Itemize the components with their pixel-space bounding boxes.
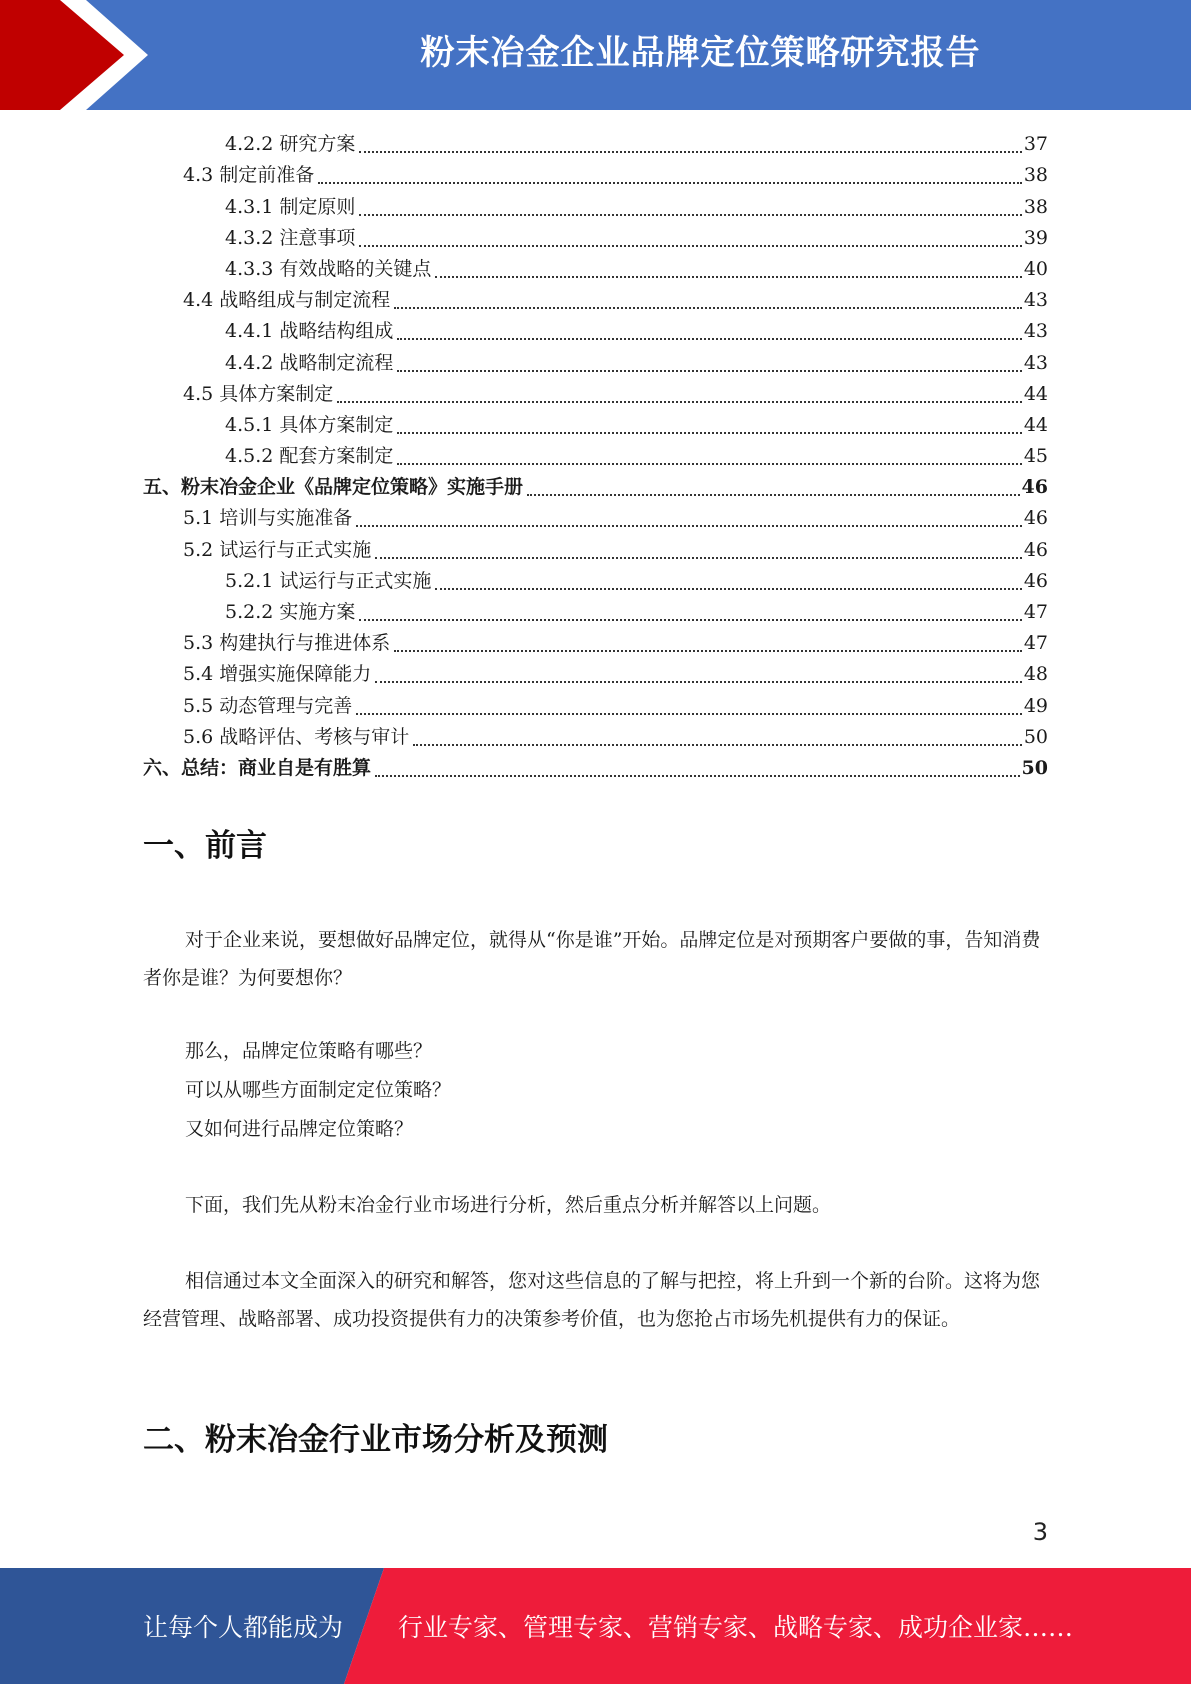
toc-entry-title: 5.4 增强实施保障能力 [183, 663, 372, 686]
toc-entry-page: 43 [1023, 320, 1048, 343]
paragraph-analysis-text: 下面，我们先从粉末冶金行业市场进行分析，然后重点分析并解答以上问题。 [185, 1194, 832, 1216]
toc-entry[interactable] [143, 222, 1048, 253]
toc-entry-title: 5.3 构建执行与推进体系 [183, 632, 391, 655]
toc-dot-leader [375, 557, 1022, 559]
paragraph-value-text: 相信通过本文全面深入的研究和解答，您对这些信息的了解与把控，将上升到一个新的台阶。这将为您经营管理、战略部署、成功投资提供有力的决策参考价值，也为您抢占市场先机提供有力的保证。 [143, 1270, 1041, 1330]
paragraph-intro-text: 对于企业来说，要想做好品牌定位，就得从“你是谁”开始。品牌定位是对预期客户要做的事，告知消费者你是谁？为何要想你？ [143, 929, 1041, 989]
toc-entry[interactable] [143, 502, 1048, 533]
toc-entry-page: 45 [1023, 445, 1048, 468]
page-header [0, 0, 1191, 110]
toc-entry-page: 44 [1023, 413, 1048, 436]
toc-entry-title: 4.4 战略组成与制定流程 [183, 289, 391, 312]
toc-entry[interactable] [143, 159, 1048, 190]
toc-entry-title: 4.2.2 研究方案 [225, 133, 356, 156]
question-1: 那么，品牌定位策略有哪些？ [185, 1040, 433, 1062]
toc-entry-page: 39 [1023, 226, 1048, 249]
toc-dot-leader [318, 182, 1022, 184]
toc-entry[interactable] [143, 596, 1048, 627]
toc-entry-title: 5.2.2 实施方案 [225, 601, 356, 623]
toc-entry-title: 4.4.2 战略制定流程 [225, 351, 394, 374]
toc-entry[interactable] [143, 721, 1048, 752]
toc-entry[interactable] [143, 440, 1048, 471]
header-title: 粉末冶金企业品牌定位策略研究报告 [420, 33, 981, 73]
toc-dot-leader [394, 307, 1022, 309]
toc-entry-page: 38 [1023, 195, 1048, 218]
page-number: 3 [1032, 1518, 1048, 1546]
paragraph-value [143, 1262, 1048, 1338]
toc-entry-page: 43 [1023, 289, 1048, 312]
toc-entry[interactable] [143, 752, 1048, 783]
toc-entry-title: 六、总结：商业自是有胜算 [143, 756, 372, 779]
toc-entry-page: 50 [1021, 756, 1048, 779]
toc-entry[interactable] [143, 565, 1048, 596]
page-footer [0, 1568, 1191, 1684]
question-3: 又如何进行品牌定位策略？ [185, 1118, 414, 1140]
toc-entry[interactable] [143, 190, 1048, 221]
toc-entry-page: 46 [1021, 476, 1048, 499]
toc-dot-leader [435, 276, 1021, 278]
toc-entry-title: 4.3.3 有效战略的关键点 [225, 257, 432, 280]
toc-entry-page: 47 [1023, 601, 1048, 623]
toc-entry-title: 4.3.2 注意事项 [225, 226, 356, 249]
toc-entry-title: 5.5 动态管理与完善 [183, 694, 353, 717]
toc-entry-title: 五、粉末冶金企业《品牌定位策略》实施手册 [143, 476, 524, 499]
toc-entry-page: 46 [1023, 538, 1048, 561]
toc-entry[interactable] [143, 128, 1048, 159]
toc-entry[interactable] [143, 346, 1048, 377]
paragraph-intro [143, 921, 1048, 997]
toc-entry[interactable] [143, 284, 1048, 315]
toc-dot-leader [356, 713, 1022, 715]
toc-entry[interactable] [143, 658, 1048, 689]
toc-entry-title: 4.3 制定前准备 [183, 164, 315, 187]
toc-entry-title: 4.5.2 配套方案制定 [225, 445, 394, 468]
toc-dot-leader [359, 619, 1021, 621]
toc-entry-title: 5.1 培训与实施准备 [183, 507, 353, 530]
question-2: 可以从哪些方面制定定位策略？ [185, 1079, 452, 1101]
toc-entry-title: 5.6 战略评估、考核与审计 [183, 725, 410, 748]
toc-entry-page: 43 [1023, 351, 1048, 374]
section-heading-preface: 一、前言 [143, 828, 267, 864]
toc-dot-leader [359, 245, 1021, 247]
toc-dot-leader [356, 525, 1022, 527]
toc-dot-leader [359, 214, 1021, 216]
toc-entry[interactable] [143, 471, 1048, 502]
toc-entry-page: 40 [1023, 257, 1048, 280]
toc-entry-title: 5.2 试运行与正式实施 [183, 538, 372, 561]
paragraph-analysis [143, 1186, 1048, 1224]
toc-dot-leader [397, 338, 1021, 340]
footer-slogan-left: 让每个人都能成为 [143, 1613, 344, 1642]
toc-entry-page: 47 [1023, 632, 1048, 655]
toc-dot-leader [435, 588, 1021, 590]
toc-entry-page: 49 [1023, 694, 1048, 717]
toc-entry-title: 4.4.1 战略结构组成 [225, 320, 394, 343]
toc-entry[interactable] [143, 627, 1048, 658]
toc-entry-title: 4.3.1 制定原则 [225, 195, 356, 218]
toc-entry-page: 48 [1023, 663, 1048, 686]
section-heading-market: 二、粉末冶金行业市场分析及预测 [143, 1422, 608, 1458]
toc-dot-leader [413, 744, 1022, 746]
toc-dot-leader [397, 370, 1021, 372]
table-of-contents [143, 128, 1048, 783]
toc-entry[interactable] [143, 253, 1048, 284]
toc-entry-page: 44 [1023, 382, 1048, 405]
toc-dot-leader [394, 650, 1022, 652]
footer-slogan-right: 行业专家、管理专家、营销专家、战略专家、成功企业家…… [398, 1613, 1074, 1642]
toc-dot-leader [337, 401, 1022, 403]
toc-dot-leader [359, 151, 1021, 153]
toc-entry-page: 46 [1023, 507, 1048, 530]
toc-entry[interactable] [143, 409, 1048, 440]
toc-entry-page: 37 [1023, 133, 1048, 156]
toc-entry[interactable] [143, 689, 1048, 720]
toc-dot-leader [527, 494, 1020, 496]
toc-entry-title: 4.5.1 具体方案制定 [225, 413, 394, 436]
toc-dot-leader [375, 775, 1020, 777]
toc-entry-page: 46 [1023, 569, 1048, 592]
toc-entry-page: 50 [1023, 725, 1048, 748]
toc-dot-leader [397, 463, 1021, 465]
toc-entry[interactable] [143, 378, 1048, 409]
toc-dot-leader [397, 432, 1021, 434]
toc-dot-leader [375, 681, 1022, 683]
toc-entry-page: 38 [1023, 164, 1048, 187]
toc-entry-title: 4.5 具体方案制定 [183, 382, 334, 405]
toc-entry[interactable] [143, 315, 1048, 346]
toc-entry-title: 5.2.1 试运行与正式实施 [225, 569, 432, 592]
toc-entry[interactable] [143, 533, 1048, 564]
